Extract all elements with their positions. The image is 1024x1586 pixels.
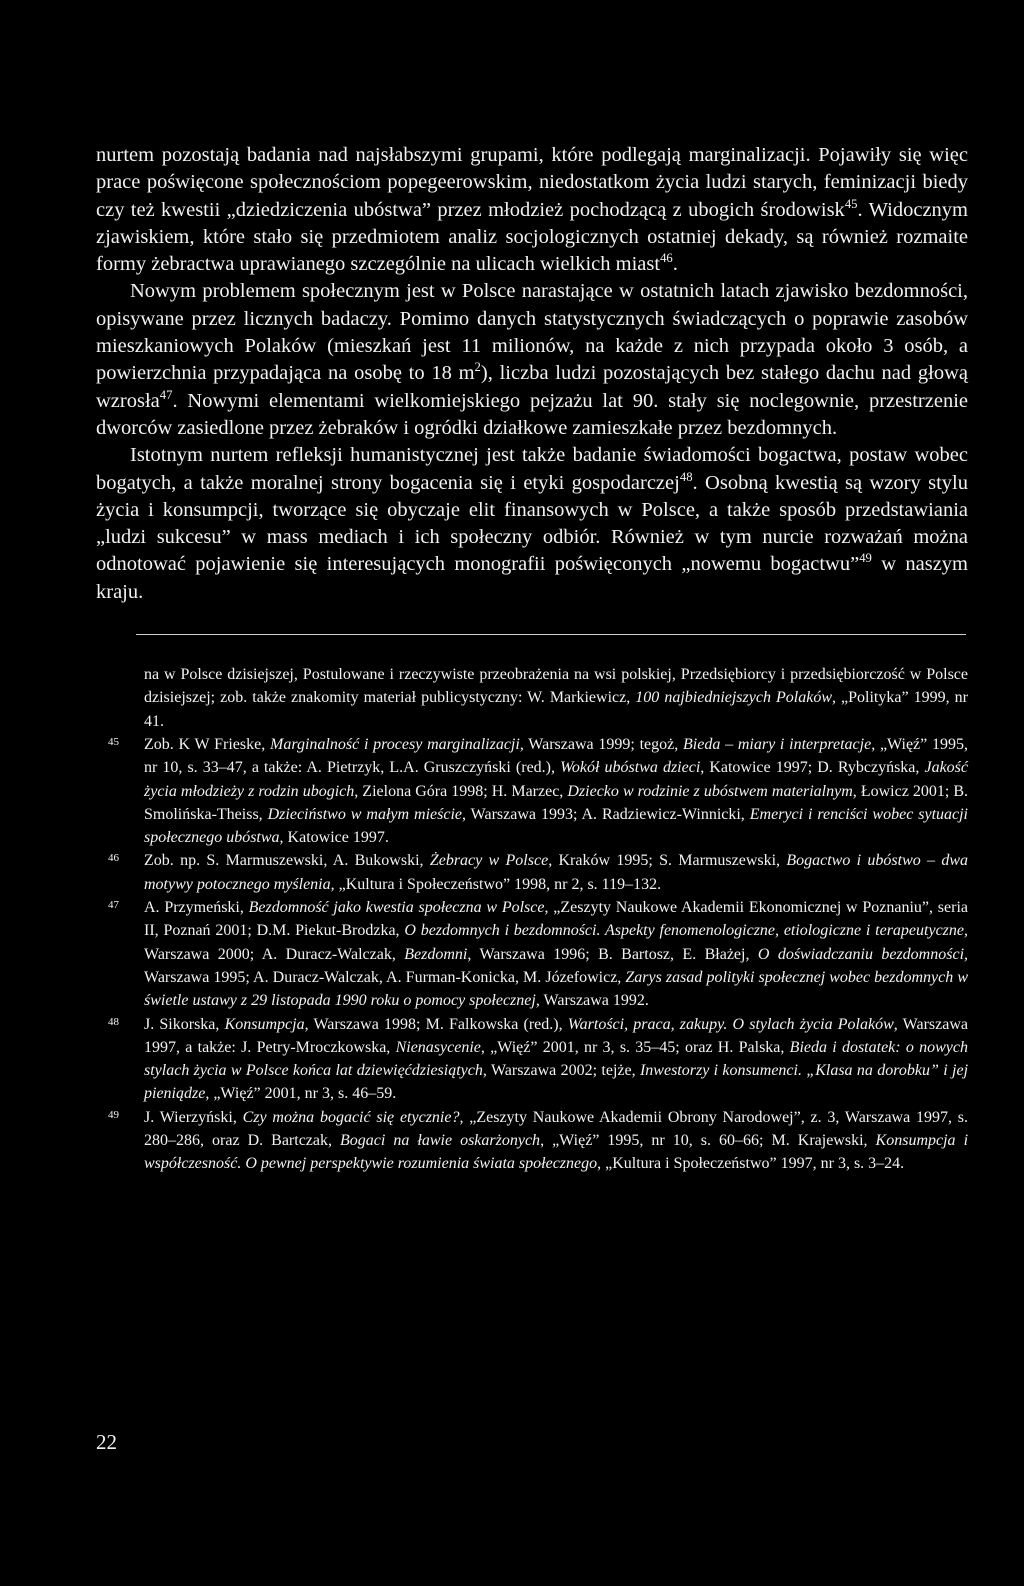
footnote-text: , Warszawa 1999; tegoż, <box>519 735 683 753</box>
footnote-text: , Warszawa 1992. <box>535 992 649 1010</box>
footnote-text: , „Kultura i Społeczeństwo” 1998, nr 2, s. 119–132. <box>330 875 662 893</box>
footnotes <box>108 663 969 1176</box>
footnote-text: , Katowice 1997; D. Rybczyńska, <box>700 759 925 777</box>
footnote-title: Wartości, praca, zakupy. O stylach życia Polaków <box>567 1015 894 1033</box>
footnote-text: , Łowicz 2001; B. Smolińska-Theiss, <box>144 782 969 823</box>
square-exponent: 2 <box>474 360 481 375</box>
footnote-text: , Kraków 1995; S. Marmuszewski, <box>548 852 787 870</box>
footnote-title: O bezdomnych i bezdomności. Aspekty fenomenologiczne, etiologiczne i terapeutyczne <box>404 922 965 940</box>
footnote-text: , Warszawa 2002; tejże, <box>482 1062 640 1080</box>
footnote-ref-45[interactable]: 45 <box>844 196 858 211</box>
footnote-text: , Warszawa 1995; A. Duracz-Walczak, A. Furman-Konicka, M. Józefowicz, <box>144 945 969 986</box>
paragraph-3-text-b: . Osobną kwestią są wzory stylu życia i konsumpcji, tworzące się obyczaje elit finansowych w Polsce, a także sposób przedstawiania „ludzi sukcesu” w mass mediach i ich społeczny odbiór. Również w tym nurcie rozważań można odnotować pojawienie się interesujących monografii poświęconych „nowemu bogactwu” <box>96 471 968 576</box>
footnote-47 <box>108 896 969 1012</box>
footnote-text: , Zielona Góra 1998; H. Marzec, <box>354 782 568 800</box>
footnote-number: 46 <box>108 852 119 865</box>
paragraph-3 <box>96 442 968 606</box>
paragraph-2-text-c: . Nowymi elementami wielkomiejskiego pejzażu lat 90. stały się noclegownie, przestrzenie dworców zasiedlone przez żebraków i ogródki działkowe zamieszkałe przez bezdomnych. <box>96 389 968 439</box>
footnote-text: A. Przymeński, <box>144 899 249 917</box>
footnote-number: 48 <box>108 1015 119 1028</box>
footnote-text: , „Polityka” 1999, nr 41. <box>144 689 968 730</box>
footnote-title: Wokół ubóstwa dzieci <box>560 759 701 777</box>
footnote-ref-49[interactable]: 49 <box>859 551 872 566</box>
footnote-title: Zarys zasad polityki społecznej wobec bezdomnych w świetle ustawy z 29 listopada 1990 roku o pomocy społecznej <box>144 968 968 1010</box>
paragraph-3-text-a: Istotnym nurtem refleksji humanistycznej jest także badanie świadomości bogactwa, postaw wobec bogatych, a także moralnej strony bogacenia się i etyki gospodarczej <box>96 444 968 494</box>
footnote-text: Zob. np. S. Marmuszewski, A. Bukowski, <box>144 852 430 870</box>
footnote-title: Bogaci na ławie oskarżonych <box>340 1131 541 1149</box>
footnote-title: Dziecko w rodzinie z ubóstwem materialnym <box>567 782 853 800</box>
paragraph-1-text-b: . Widocznym zjawiskiem, które stało się przedmiotem analiz socjologicznych ostatniej dekady, są również rozmaite formy żebractwa uprawianego szczególnie na ulicach wielkich miast <box>96 198 968 276</box>
paragraph-1 <box>96 142 968 278</box>
footnote-ref-48[interactable]: 48 <box>679 469 693 484</box>
footnote-text: , Warszawa 1998; M. Falkowska (red.), <box>304 1015 568 1033</box>
footnote-title: Bieda – miary i interpretacje <box>683 735 872 753</box>
footnote-separator-rule <box>136 634 966 635</box>
footnote-continuation <box>144 663 968 733</box>
footnote-title: 100 najbiedniejszych Polaków <box>635 689 832 707</box>
footnote-text: , „Kultura i Społeczeństwo” 1997, nr 3, s. 3–24. <box>597 1155 905 1173</box>
footnote-text: , „Zeszyty Naukowe Akademii Obrony Narodowej”, z. 3, Warszawa 1997, s. 280–286, oraz D. Bartczak, <box>144 1108 968 1149</box>
paragraph-1-text-c: . <box>672 253 678 276</box>
paragraph-2-text-a: Nowym problemem społecznym jest w Polsce narastające w ostatnich latach zjawisko bezdomności, opisywane przez licznych badaczy. Pomimo danych statystycznych świadczących o poprawie zasobów mieszkaniowych Polaków (mieszkań jest 11 milionów, na każde z nich przypada około 3 osób, a powierzchnia przypadająca na osobę to 18 m <box>96 280 968 385</box>
footnote-title: Konsumpcja <box>224 1015 305 1033</box>
footnote-title: Inwestorzy i konsumenci. „Klasa na dorobku” i jej pieniądze <box>144 1062 969 1103</box>
footnote-49 <box>108 1106 969 1176</box>
body-text <box>96 142 968 606</box>
footnote-title: Jakość życia młodzieży z rodzin ubogich <box>144 759 968 800</box>
footnote-title: Konsumpcja i współczesność. O pewnej perspektywie rozumienia świata społecznego <box>144 1131 969 1173</box>
paragraph-2 <box>96 278 968 442</box>
paragraph-3-text-c: w naszym kraju. <box>96 553 968 603</box>
footnote-title: Bezdomność jako kwestia społeczna w Polsce <box>248 899 545 917</box>
footnote-text: , Warszawa 1993; A. Radziewicz-Winnicki, <box>462 805 750 823</box>
footnote-title: Emeryci i renciści wobec sytuacji społecznego ubóstwa <box>144 805 969 847</box>
footnote-text: , „Więź” 2001, nr 3, s. 35–45; oraz H. Palska, <box>480 1038 790 1056</box>
footnote-text: , Warszawa 1996; B. Bartosz, E. Błażej, <box>467 945 758 963</box>
footnote-text: J. Wierzyński, <box>144 1108 243 1126</box>
footnote-text: Zob. K W Frieske, <box>144 735 270 753</box>
footnote-title: Bezdomni <box>404 945 468 963</box>
footnote-text: , Katowice 1997. <box>279 829 389 847</box>
footnote-number: 49 <box>108 1108 119 1121</box>
footnote-title: Bogactwo i ubóstwo – dwa motywy potocznego myślenia <box>144 852 969 893</box>
page-number: 22 <box>96 1430 117 1454</box>
footnote-45 <box>108 733 969 849</box>
paragraph-1-text-a: nurtem pozostają badania nad najsłabszymi grupami, które podlegają marginalizacji. Pojawiły się więc prace poświęcone społecznościom popegeerowskim, niedostatkom życia ludzi starych, feminizacji biedy czy też kwestii „dziedziczenia ubóstwa” przez młodzież pochodzącą z ubogich środowisk <box>96 144 968 221</box>
footnote-title: Bieda i dostatek: o nowych stylach życia w Polsce końca lat dziewięćdziesiątych <box>144 1038 969 1080</box>
page <box>96 142 968 1176</box>
footnote-title: Żebracy w Polsce <box>429 852 549 870</box>
paragraph-2-text-b: ), liczba ludzi pozostających bez stałego dachu nad głową wzrosła <box>96 362 968 412</box>
footnote-title: Marginalność i procesy marginalizacji <box>270 735 520 753</box>
footnote-46 <box>108 849 969 896</box>
footnote-title: Czy można bogacić się etycznie? <box>242 1108 460 1126</box>
footnote-ref-47[interactable]: 47 <box>159 387 173 402</box>
footnote-text: , „Więź” 1995, nr 10, s. 60–66; M. Krajewski, <box>540 1131 876 1149</box>
footnote-text: J. Sikorska, <box>144 1015 225 1033</box>
footnote-text: na w Polsce dzisiejszej, Postulowane i rzeczywiste przeobrażenia na wsi polskiej, Przedsiębiorcy i przedsiębiorczość w Polsce dzisiejszej; zob. także znakomity materiał publicystyczny: W. Markiewicz, <box>144 666 968 707</box>
footnote-title: O doświadczaniu bezdomności <box>757 945 965 963</box>
footnote-title: Nienasycenie <box>395 1038 481 1056</box>
footnote-number: 47 <box>108 899 119 912</box>
footnote-title: Dzieciństwo w małym mieście <box>267 805 462 823</box>
footnote-text: , „Więź” 1995, nr 10, s. 33–47, a także: A. Pietrzyk, L.A. Gruszczyński (red.), <box>144 735 969 777</box>
footnote-text: , „Więź” 2001, nr 3, s. 46–59. <box>205 1085 397 1103</box>
footnote-ref-46[interactable]: 46 <box>660 251 673 266</box>
footnote-number: 45 <box>108 735 119 748</box>
footnote-text: , Warszawa 1997, a także: J. Petry-Mroczkowska, <box>144 1015 969 1056</box>
footnote-48 <box>108 1013 969 1106</box>
footnote-text: , Warszawa 2000; A. Duracz-Walczak, <box>144 922 969 963</box>
footnote-text: , „Zeszyty Naukowe Akademii Ekonomicznej w Poznaniu”, seria II, Poznań 2001; D.M. Piekut-Brodzka, <box>144 899 968 940</box>
